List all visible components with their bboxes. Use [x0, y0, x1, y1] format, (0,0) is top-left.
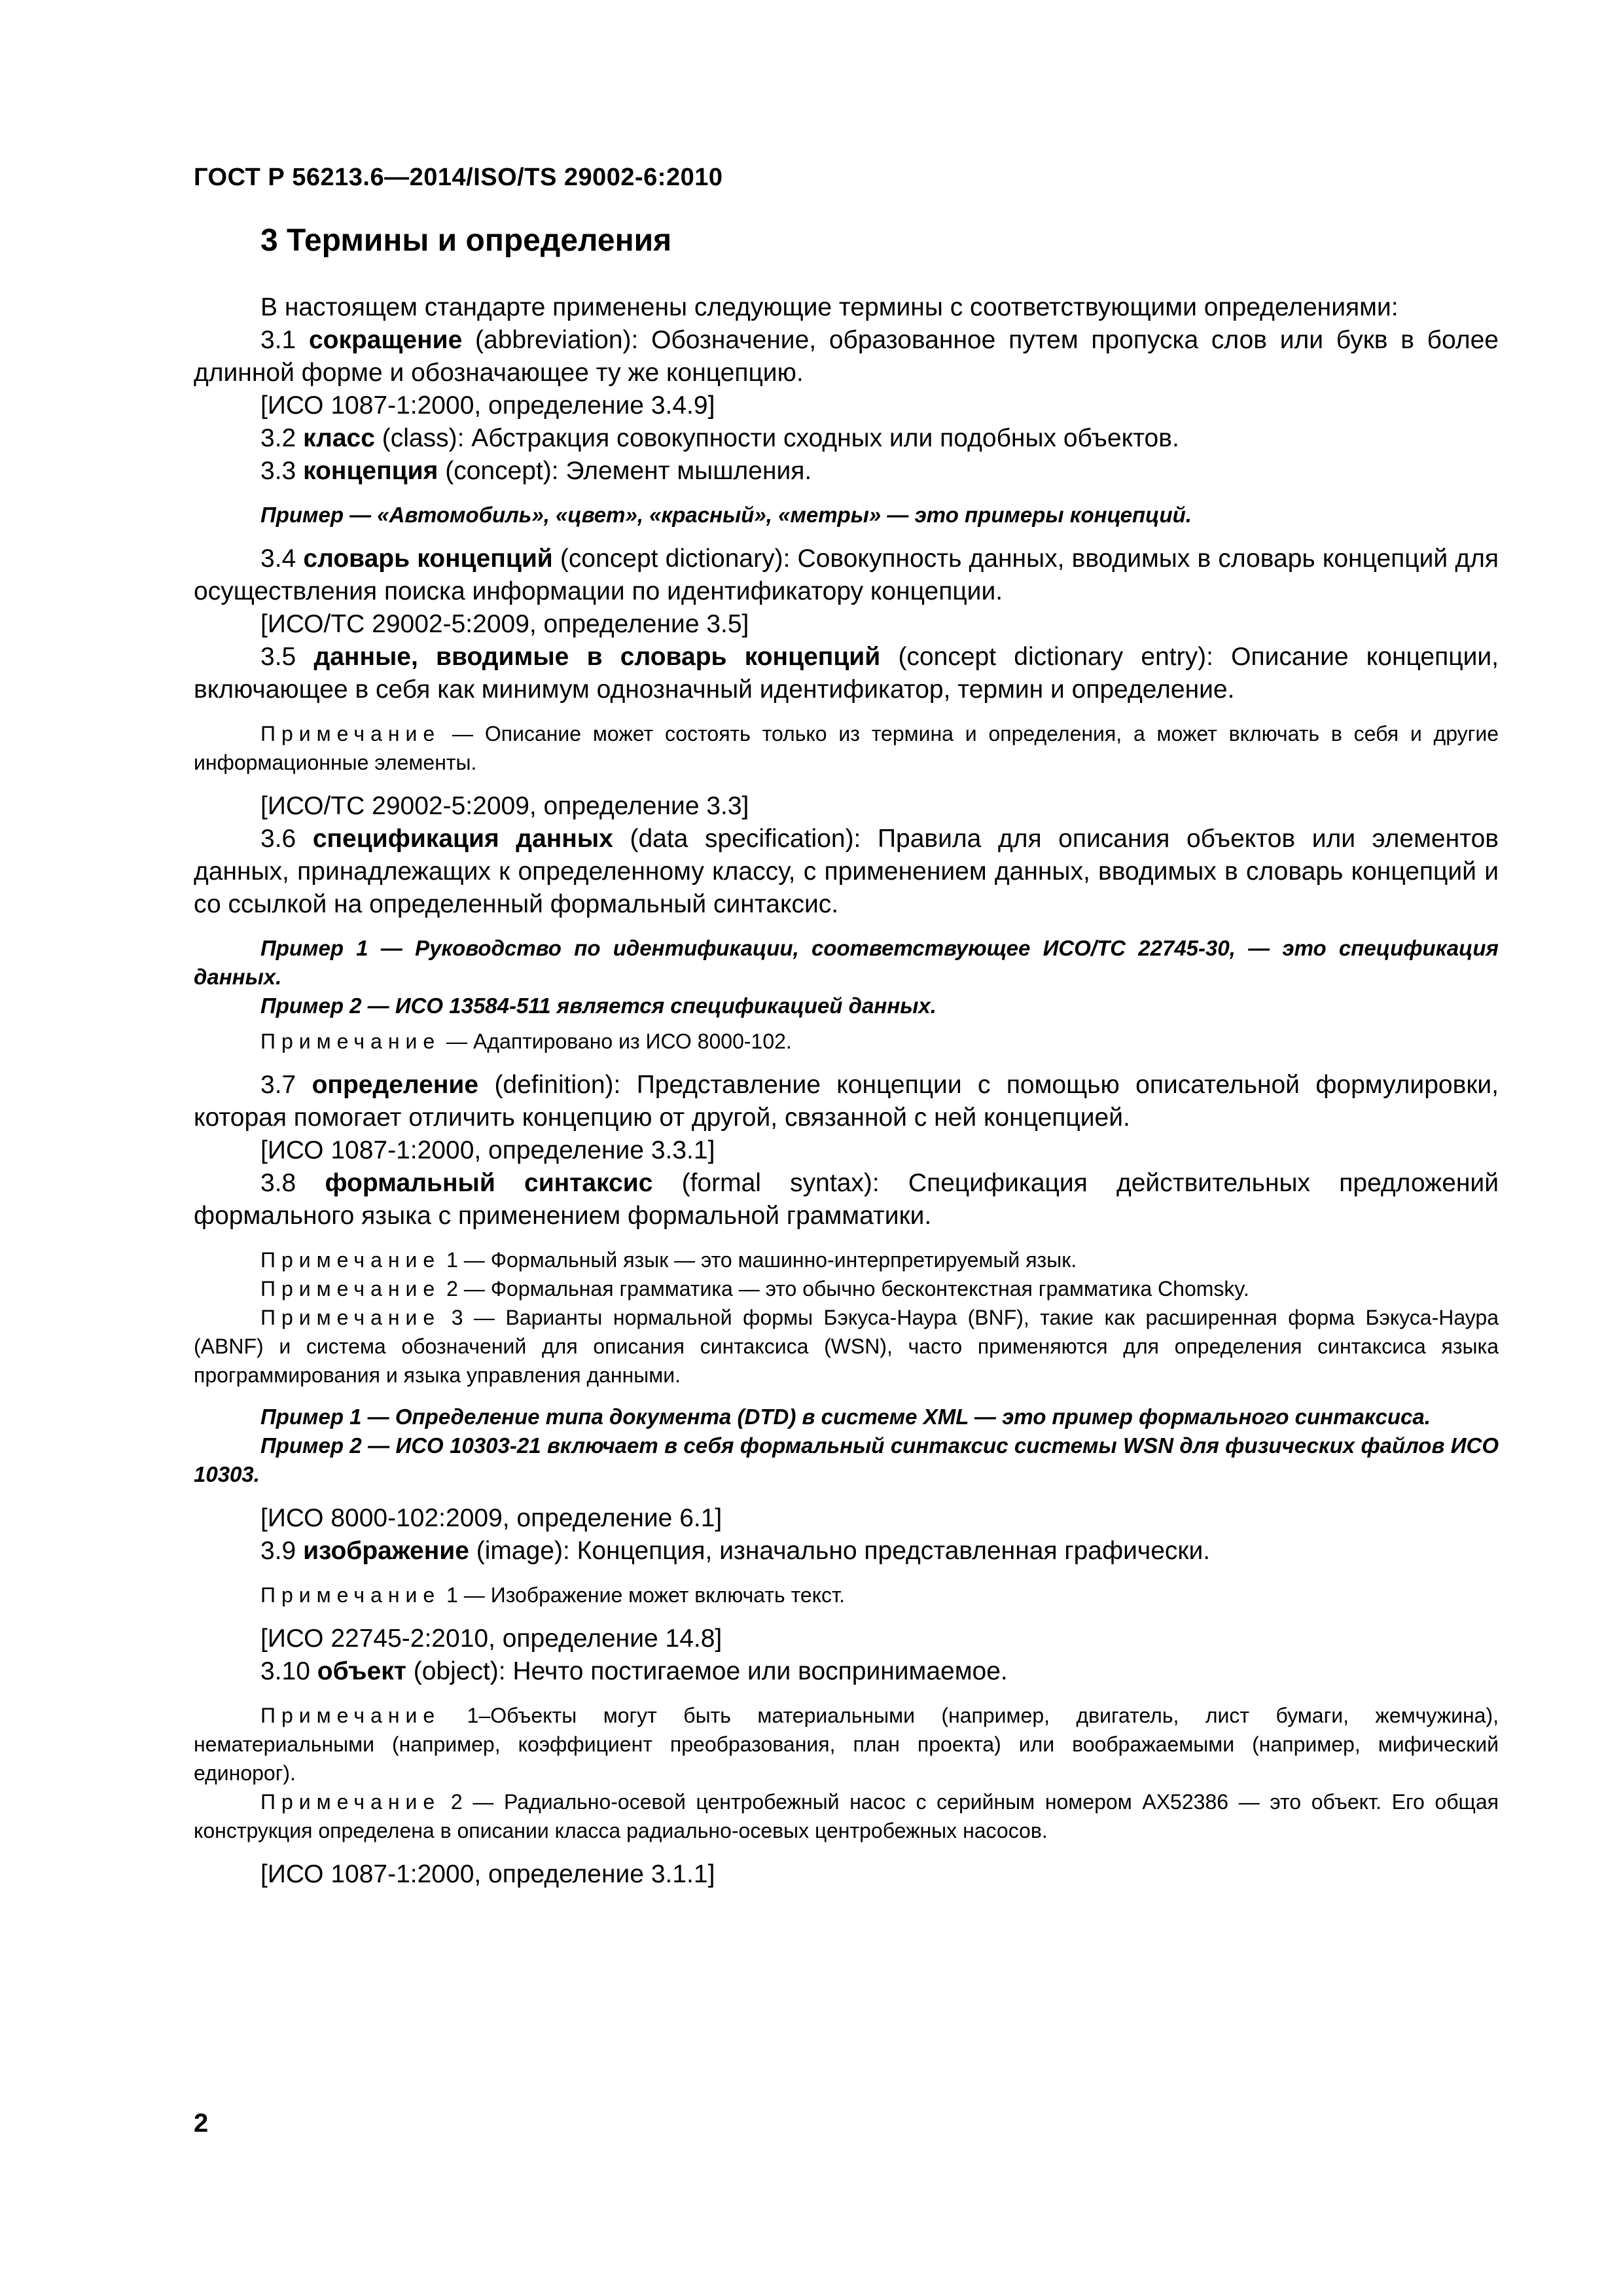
note-label: Примечание [260, 722, 441, 745]
term-name: класс [303, 424, 375, 452]
note-3-9: Примечание 1 — Изображение может включать текст. [260, 1583, 846, 1607]
term-name: словарь концепций [303, 545, 553, 573]
reference-3-7: [ИСО 1087-1:2000, определение 3.3.1] [260, 1136, 715, 1164]
document-header: ГОСТ Р 56213.6—2014/ISO/TS 29002-6:2010 [194, 164, 723, 191]
term-name: формальный синтаксис [325, 1169, 653, 1197]
intro-paragraph: В настоящем стандарте применены следующие термины с соответствующими определениями: [260, 293, 1399, 321]
note-3-10-1: Примечание 1–Объекты могут быть материальными (например, двигатель, лист бумаги, жемчужина), нематериальными (например, коэффициент преобразования, план проекта) или воображаемыми (например, мифический единорог). [194, 1704, 1499, 1785]
term-3-9: 3.9 изображение (image): Концепция, изначально представленная графически. [260, 1537, 1211, 1565]
reference-3-4: [ИСО/ТС 29002-5:2009, определение 3.5] [260, 610, 749, 638]
note-label: Примечание [260, 1704, 441, 1727]
term-name: изображение [303, 1537, 469, 1565]
note-label: Примечание [260, 1790, 441, 1814]
term-3-7: 3.7 определение (definition): Представление концепции с помощью описательной формулировки, которая помогает отличить концепцию от другой, связанной с ней концепцией. [194, 1071, 1499, 1132]
example-3-6-1: Пример 1 — Руководство по идентификации, соответствующее ИСО/ТС 22745-30, — это спецификация данных. [194, 936, 1499, 989]
term-3-2: 3.2 класс (class): Абстракция совокупности сходных или подобных объектов. [260, 424, 1179, 452]
term-name: спецификация данных [312, 825, 613, 853]
reference-3-1: [ИСО 1087-1:2000, определение 3.4.9] [260, 391, 715, 420]
term-name: концепция [303, 457, 438, 485]
example-3-8-2: Пример 2 — ИСО 10303-21 включает в себя формальный синтаксис системы WSN для физических файлов ИСО 10303. [194, 1433, 1499, 1486]
term-3-5: 3.5 данные, вводимые в словарь концепций (concept dictionary entry): Описание концепции, включающее в себя как минимум однозначный идентификатор, термин и определение. [194, 643, 1499, 704]
term-name: объект [317, 1657, 406, 1685]
term-3-8: 3.8 формальный синтаксис (formal syntax): Спецификация действительных предложений формального языка с применением формальной грамматики. [194, 1169, 1499, 1230]
term-name: сокращение [308, 326, 463, 354]
page-number: 2 [194, 2109, 209, 2138]
term-3-1: 3.1 сокращение (abbreviation): Обозначение, образованное путем пропуска слов или букв в более длинной форме и обозначающее ту же концепцию. [194, 326, 1499, 387]
note-label: Примечание [260, 1583, 441, 1607]
reference-3-8: [ИСО 8000-102:2009, определение 6.1] [260, 1504, 722, 1532]
reference-3-5: [ИСО/ТС 29002-5:2009, определение 3.3] [260, 792, 749, 820]
example-3-3: Пример — «Автомобиль», «цвет», «красный», «метры» — это примеры концепций. [260, 503, 1192, 527]
example-3-8-1: Пример 1 — Определение типа документа (DTD) в системе XML — это пример формального синтаксиса. [260, 1405, 1431, 1429]
reference-3-10: [ИСО 1087-1:2000, определение 3.1.1] [260, 1860, 715, 1888]
term-name: определение [312, 1071, 479, 1099]
note-3-10-2: Примечание 2 — Радиально-осевой центробежный насос с серийным номером AX52386 — это объект. Его общая конструкция определена в описании класса радиально-осевых центробежных насосов. [194, 1790, 1499, 1842]
note-3-8-2: Примечание 2 — Формальная грамматика — это обычно бесконтекстная грамматика Chomsky. [260, 1277, 1249, 1300]
note-label: Примечание [260, 1306, 441, 1329]
document-body [194, 291, 1499, 1891]
note-label: Примечание [260, 1248, 441, 1272]
section-title: 3 Термины и определения [260, 223, 672, 258]
note-3-8-3: Примечание 3 — Варианты нормальной формы Бэкуса-Наура (BNF), такие как расширенная форма Бэкуса-Наура (ABNF) и система обозначений для описания синтаксиса (WSN), часто применяются для определения синтаксиса языка программирования и языка управления данными. [194, 1306, 1499, 1387]
reference-3-9: [ИСО 22745-2:2010, определение 14.8] [260, 1624, 722, 1653]
note-label: Примечание [260, 1277, 441, 1300]
term-name: данные, вводимые в словарь концепций [313, 643, 881, 671]
note-3-5: Примечание — Описание может состоять только из термина и определения, а может включать в себя и другие информационные элементы. [194, 722, 1499, 774]
note-3-6: Примечание — Адаптировано из ИСО 8000-102. [260, 1030, 792, 1053]
note-3-8-1: Примечание 1 — Формальный язык — это машинно-интерпретируемый язык. [260, 1248, 1077, 1272]
term-3-3: 3.3 концепция (concept): Элемент мышления. [260, 457, 812, 485]
term-3-10: 3.10 объект (object): Нечто постигаемое или воспринимаемое. [260, 1657, 1008, 1685]
term-3-6: 3.6 спецификация данных (data specification): Правила для описания объектов или элементов данных, принадлежащих к определенному классу, с применением данных, вводимых в словарь концепций и со ссылкой на определенный формальный синтаксис. [194, 825, 1499, 918]
term-3-4: 3.4 словарь концепций (concept dictionary): Совокупность данных, вводимых в словарь концепций для осуществления поиска информации по идентификатору концепции. [194, 545, 1499, 605]
note-label: Примечание [260, 1030, 441, 1053]
example-3-6-2: Пример 2 — ИСО 13584-511 является спецификацией данных. [260, 994, 936, 1018]
